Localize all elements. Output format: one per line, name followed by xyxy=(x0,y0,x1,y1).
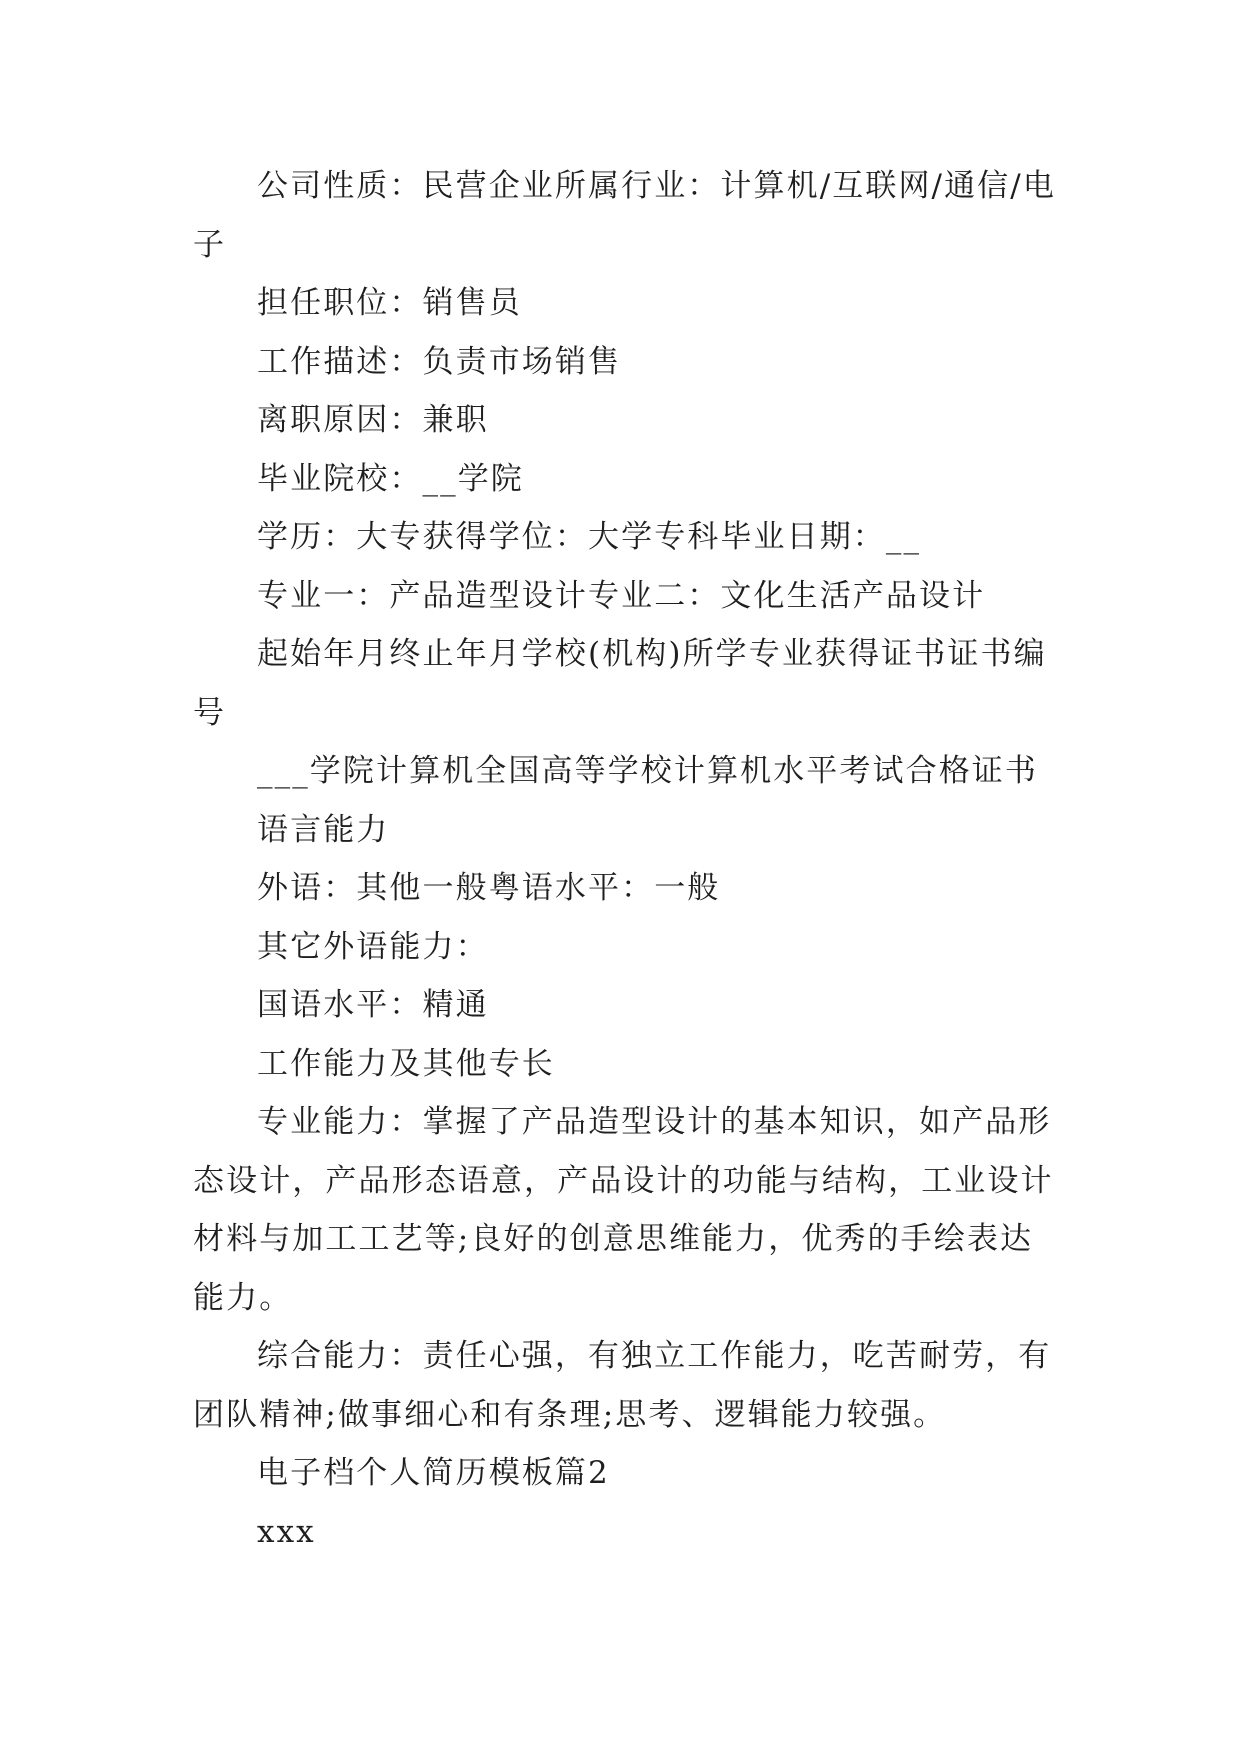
foreign-language-paragraph: 外语：其他一般粤语水平：一般 xyxy=(257,870,721,906)
company-info-paragraph: 公司性质：民营企业所属行业：计算机/互联网/通信/电子 xyxy=(193,168,1056,263)
skills-heading: 工作能力及其他专长 xyxy=(257,1045,555,1082)
language-heading: 语言能力 xyxy=(257,811,390,848)
job-description-paragraph: 工作描述：负责市场销售 xyxy=(257,343,622,380)
certificate-header-paragraph: 起始年月终止年月学校(机构)所学专业获得证书证书编号 xyxy=(193,636,1047,731)
position-paragraph: 担任职位：销售员 xyxy=(257,285,522,321)
other-language-paragraph: 其它外语能力： xyxy=(257,928,489,965)
mandarin-paragraph: 国语水平：精通 xyxy=(257,987,489,1023)
education-paragraph: 学历：大专获得学位：大学专科毕业日期：__ xyxy=(257,519,922,555)
template-title-paragraph: 电子档个人简历模板篇2 xyxy=(257,1455,610,1491)
document-body xyxy=(193,157,1057,1561)
name-placeholder-paragraph: xxx xyxy=(257,1513,316,1550)
certificate-row-paragraph: ___学院计算机全国高等学校计算机水平考试合格证书 xyxy=(257,753,1038,789)
major-paragraph: 专业一：产品造型设计专业二：文化生活产品设计 xyxy=(257,577,986,614)
leave-reason-paragraph: 离职原因：兼职 xyxy=(257,402,489,438)
school-paragraph: 毕业院校：__学院 xyxy=(257,460,524,497)
professional-ability-paragraph: 专业能力：掌握了产品造型设计的基本知识，如产品形态设计，产品形态语意，产品设计的功能与结构，工业设计材料与加工工艺等;良好的创意思维能力，优秀的手绘表达能力。 xyxy=(193,1104,1054,1316)
general-ability-paragraph: 综合能力：责任心强，有独立工作能力，吃苦耐劳，有团队精神;做事细心和有条理;思考、逻辑能力较强。 xyxy=(193,1338,1052,1433)
